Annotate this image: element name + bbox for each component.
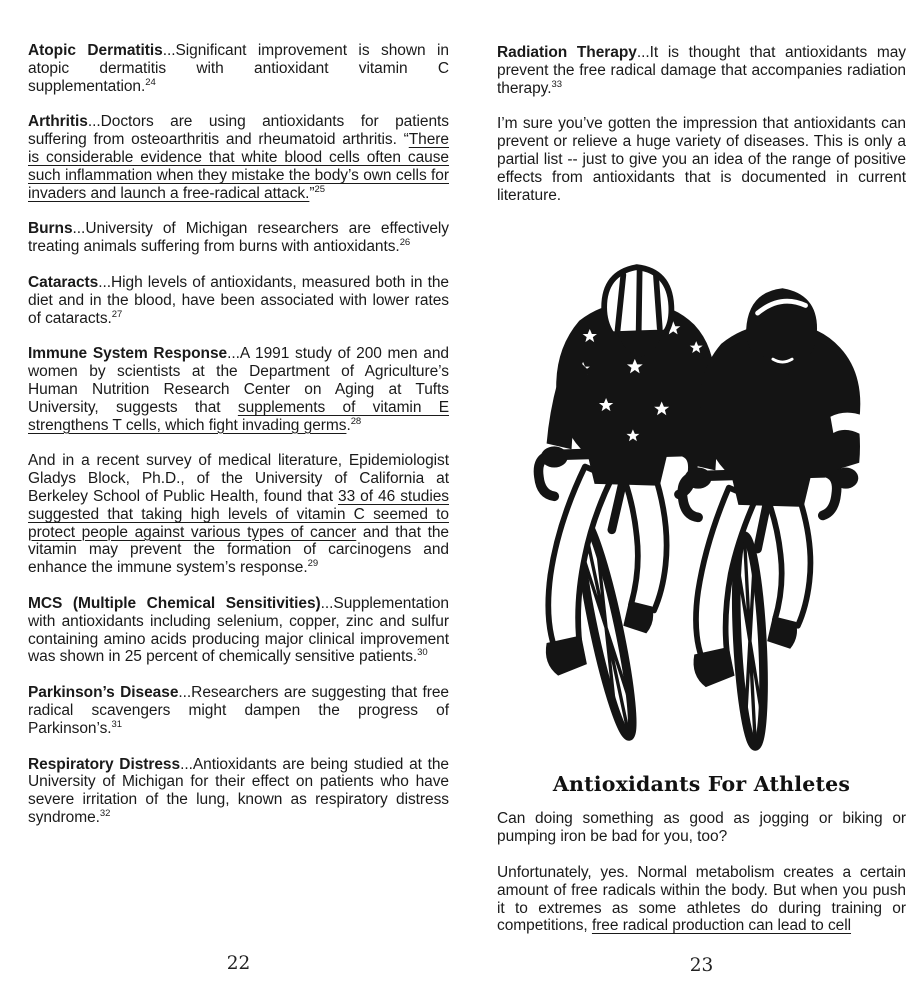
right-bottom-paragraphs [497,810,906,935]
paragraph: MCS (Multiple Chemical Sensitivities)...Supplementation with antioxidants including selenium, copper, zinc and sulfur containing amino acids producing major clinical improvement was shown in 25 percent of chemically sensitive patients.$^{30}$ [28,594,449,666]
paragraph: Atopic Dermatitis...Significant improvement is shown in atopic dermatitis with antioxidant vitamin C supplementation.$^{24}$ [28,42,449,95]
paragraph: Burns...University of Michigan researchers are effectively treating animals suffering from burns with antioxidants.$^{26}$ [28,220,449,256]
paragraph: Respiratory Distress...Antioxidants are being studied at the University of Michigan for their effect on patients who have severe irritation of the lung, known as respiratory distress syndrome.$^{32}$ [28,755,449,826]
paragraph: Unfortunately, yes. Normal metabolism creates a certain amount of free radicals within the body. But when you push it to extremes as some athletes do during training or competitions, free radical production can lead to cell [497,863,906,935]
paragraph: Can doing something as good as jogging or biking or pumping iron be bad for you, too? [497,810,906,846]
page-left-column [28,42,449,845]
section-heading-antioxidants-for-athletes: Antioxidants For Athletes [552,772,851,797]
page-right-column [497,44,906,953]
paragraph: Immune System Response...A 1991 study of 200 men and women by scientists at the Department of Agriculture’s Human Nutrition Research Center on Aging at Tufts University, suggests that supplements of vitamin E strengthens T cells, which fight invading germs.$^{28}$ [28,345,449,434]
cyclist-left [538,267,715,739]
paragraph: Radiation Therapy...It is thought that antioxidants may prevent the free radical damage that accompanies radiation therapy.$^{33}$ [497,44,906,97]
paragraph: Cataracts...High levels of antioxidants, measured both in the diet and in the blood, have been associated with lower rates of cataracts.$^{27}$ [28,273,449,327]
cyclists-illustration [491,238,911,768]
paragraph: I’m sure you’ve gotten the impression that antioxidants can prevent or relieve a huge variety of diseases. This is only a partial list -- just to give you an idea of the range of positive effects from antioxidants that is documented in current literature. [497,115,906,204]
two-cyclists-racing-image [491,238,911,768]
paragraph: Arthritis...Doctors are using antioxidants for patients suffering from osteoarthritis and rheumatoid arthritis. “There is considerable evidence that white blood cells often cause such inflammation when they mistake the body’s own cells for invaders and launch a free-radical attack.”$^{25}$ [28,113,449,202]
page-number-23: 23 [689,955,714,976]
paragraph: And in a recent survey of medical literature, Epidemiologist Gladys Block, Ph.D., of the University of California at Berkeley School of Public Health, found that 33 of 46 studies suggested that taking high levels of vitamin C seemed to protect people against various types of cancer and that the vitamin may prevent the formation of carcinogens and enhance the immune system’s response.$^{29}$ [28,452,449,577]
page-number-22: 22 [226,953,251,974]
paragraph: Parkinson’s Disease...Researchers are suggesting that free radical scavengers might dampen the progress of Parkinson’s.$^{31}$ [28,684,449,737]
right-top-paragraphs [497,44,906,204]
